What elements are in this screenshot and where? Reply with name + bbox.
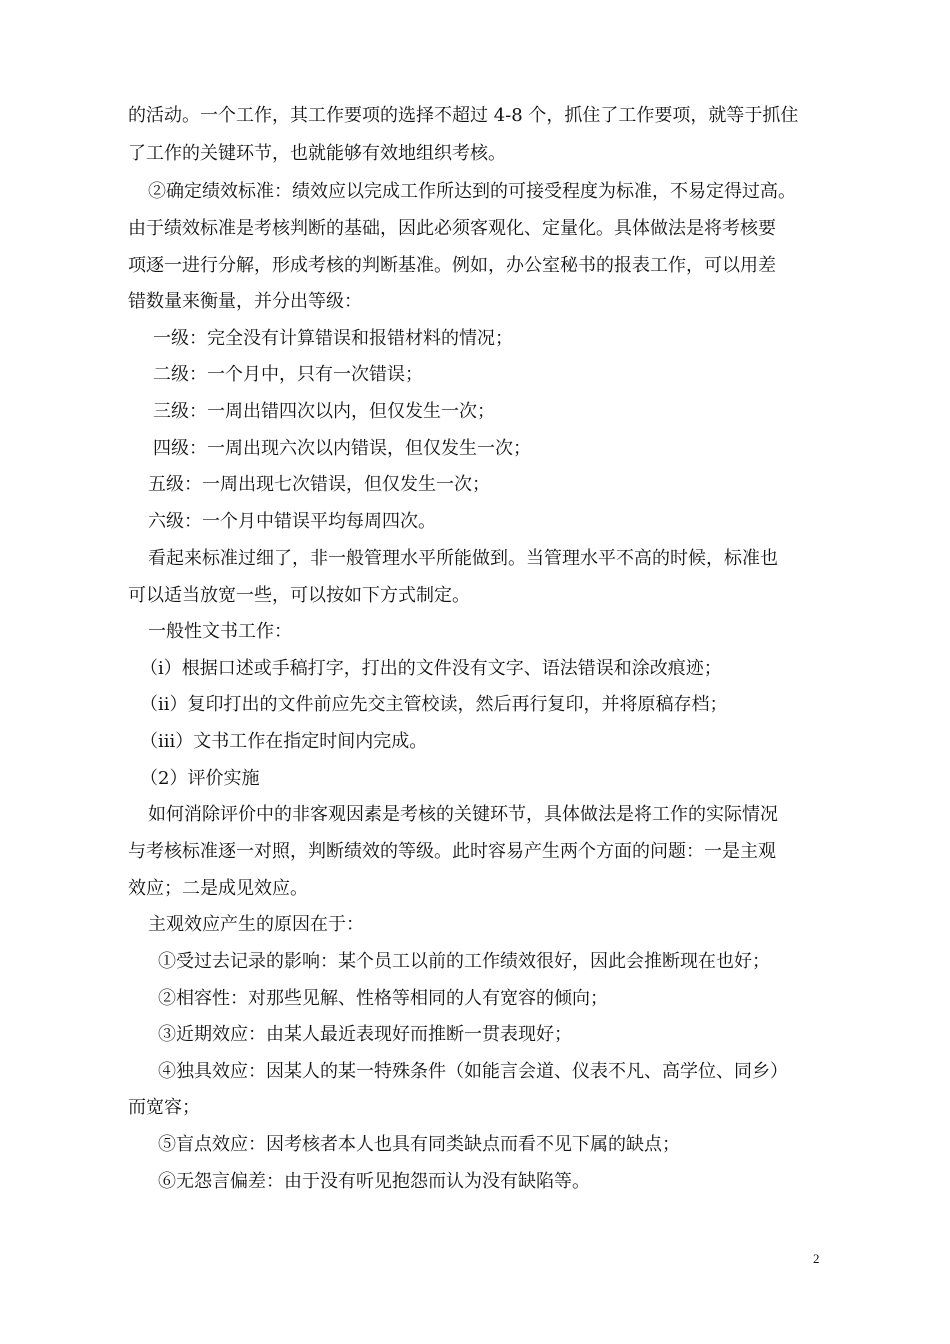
list-item: 二级：一个月中，只有一次错误；: [153, 364, 423, 385]
text-line: 了工作的关键环节，也就能够有效地组织考核。: [128, 143, 506, 164]
page-number: 2: [813, 1251, 820, 1266]
text-line: 由于绩效标准是考核判断的基础，因此必须客观化、定量化。具体做法是将考核要: [128, 218, 776, 239]
list-item: （ii）复印打出的文件前应先交主管校读，然后再行复印，并将原稿存档；: [140, 694, 728, 715]
list-item: ①受过去记录的影响：某个员工以前的工作绩效很好，因此会推断现在也好；: [158, 951, 770, 972]
text-line: 的活动。一个工作，其工作要项的选择不超过 4-8 个，抓住了工作要项，就等于抓住: [128, 105, 799, 126]
text-line: 看起来标准过细了，非一般管理水平所能做到。当管理水平不高的时候，标准也: [148, 548, 778, 569]
text-line: ②确定绩效标准：绩效应以完成工作所达到的可接受程度为标准，不易定得过高。: [148, 181, 796, 202]
list-item: 三级：一周出错四次以内，但仅发生一次；: [153, 401, 495, 422]
text-line: 错数量来衡量，并分出等级：: [128, 291, 362, 312]
text-line: 项逐一进行分解，形成考核的判断基准。例如，办公室秘书的报表工作，可以用差: [128, 255, 776, 276]
text-line: 一般性文书工作：: [148, 621, 292, 642]
list-item: ②相容性：对那些见解、性格等相同的人有宽容的倾向；: [158, 988, 608, 1009]
list-item: 五级：一周出现七次错误，但仅发生一次；: [148, 474, 490, 495]
text-line: 主观效应产生的原因在于：: [148, 914, 364, 935]
list-item: 而宽容；: [128, 1097, 200, 1118]
list-item: ⑥无怨言偏差：由于没有听见抱怨而认为没有缺陷等。: [158, 1171, 590, 1192]
list-item: 六级：一个月中错误平均每周四次。: [148, 511, 436, 532]
list-item: ⑤盲点效应：因考核者本人也具有同类缺点而看不见下属的缺点；: [158, 1134, 680, 1155]
list-item: ④独具效应：因某人的某一特殊条件（如能言会道、仪表不凡、高学位、同乡）: [158, 1061, 788, 1082]
text-line: 可以适当放宽一些，可以按如下方式制定。: [128, 585, 470, 606]
list-item: （iii）文书工作在指定时间内完成。: [140, 731, 428, 752]
list-item: 一级：完全没有计算错误和报错材料的情况；: [153, 328, 513, 349]
list-item: （i）根据口述或手稿打字，打出的文件没有文字、语法错误和涂改痕迹；: [140, 658, 722, 679]
section-heading: （2）评价实施: [140, 768, 260, 789]
text-line: 与考核标准逐一对照，判断绩效的等级。此时容易产生两个方面的问题：一是主观: [128, 841, 776, 862]
list-item: 四级：一周出现六次以内错误，但仅发生一次；: [153, 438, 531, 459]
list-item: ③近期效应：由某人最近表现好而推断一贯表现好；: [158, 1024, 572, 1045]
text-line: 效应；二是成见效应。: [128, 878, 308, 899]
text-line: 如何消除评价中的非客观因素是考核的关键环节，具体做法是将工作的实际情况: [148, 804, 778, 825]
